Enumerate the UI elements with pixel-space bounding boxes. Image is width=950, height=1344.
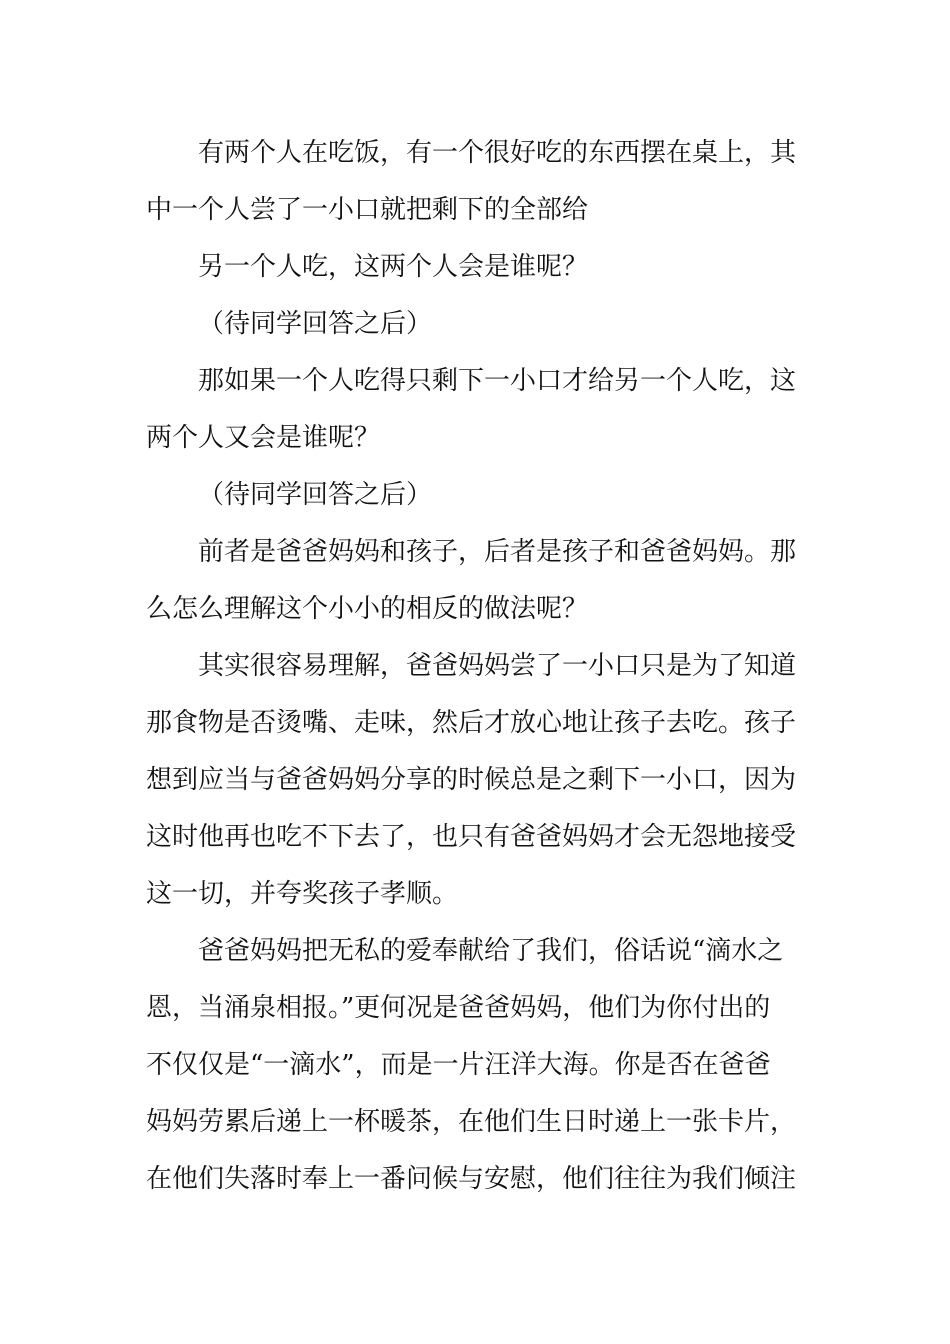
- paragraph-6: [146, 524, 808, 638]
- text-line: 恩，当涌泉相报。”更何况是爸爸妈妈，他们为你付出的: [146, 993, 771, 1023]
- text-line: 妈妈劳累后递上一杯暖茶，在他们生日时递上一张卡片，: [146, 1107, 797, 1137]
- text-line: 那食物是否烫嘴、走味，然后才放心地让孩子去吃。孩子: [146, 708, 797, 738]
- text-line: 那如果一个人吃得只剩下一小口才给另一个人吃，这: [198, 366, 797, 396]
- text-line: 中一个人尝了一小口就把剩下的全部给: [146, 195, 589, 225]
- paragraph-5-aside: [146, 467, 808, 524]
- text-line: （待同学回答之后）: [198, 480, 433, 510]
- paragraph-7: [146, 638, 808, 923]
- text-line: 这一切，并夸奖孩子孝顺。: [146, 879, 459, 909]
- paragraph-3-aside: [146, 296, 808, 353]
- paragraph-8: [146, 923, 808, 1208]
- paragraph-2: [146, 239, 808, 296]
- text-line: （待同学回答之后）: [198, 309, 433, 339]
- text-line: 爸爸妈妈把无私的爱奉献给了我们，俗话说“滴水之: [198, 936, 784, 966]
- text-line: 有两个人在吃饭，有一个很好吃的东西摆在桌上，其: [198, 138, 797, 168]
- text-line: 两个人又会是谁呢？: [146, 423, 381, 453]
- document-body: [146, 125, 808, 1208]
- text-line: 不仅仅是“一滴水”，而是一片汪洋大海。你是否在爸爸: [146, 1050, 771, 1080]
- text-line: 这时他再也吃不下去了，也只有爸爸妈妈才会无怨地接受: [146, 822, 797, 852]
- text-line: 想到应当与爸爸妈妈分享的时候总是之剩下一小口，因为: [146, 765, 797, 795]
- text-line: 么怎么理解这个小小的相反的做法呢？: [146, 594, 589, 624]
- paragraph-1: [146, 125, 808, 239]
- text-line: 另一个人吃，这两个人会是谁呢？: [198, 252, 589, 282]
- text-line: 在他们失落时奉上一番问候与安慰，他们往往为我们倾注: [146, 1164, 797, 1194]
- paragraph-4: [146, 353, 808, 467]
- text-line: 其实很容易理解，爸爸妈妈尝了一小口只是为了知道: [198, 651, 797, 681]
- text-line: 前者是爸爸妈妈和孩子，后者是孩子和爸爸妈妈。那: [198, 537, 797, 567]
